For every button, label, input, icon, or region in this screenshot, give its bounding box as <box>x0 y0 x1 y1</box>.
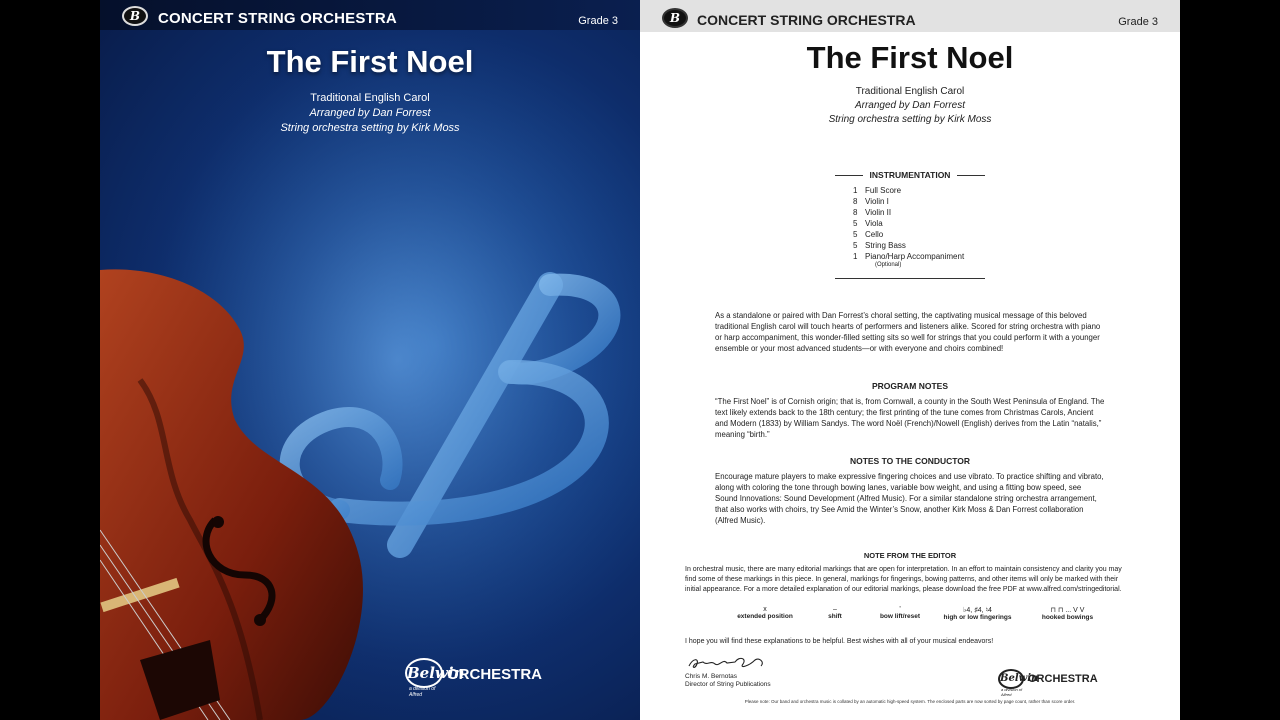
alfred-logo-icon: B <box>662 8 688 28</box>
instrumentation-list <box>835 186 985 263</box>
editor-note-text: In orchestral music, there are many editorial markings that are open for interpretation. In an effort to maintain consistency and clarity you may find some of these markings in this piece. In general, markings for fingerings, bowing patterns, and other items will only be marked with their initial appearance. For a more detailed explanation of our editorial markings, please download the free PDF at www.alfred.com/stringeditorial. <box>685 566 1122 593</box>
cover-page <box>100 0 640 720</box>
program-notes-text: “The First Noel” is of Cornish origin; that is, from Cornwall, a county in the South West Peninsula of England. The text likely extends back to the 18th century; the first printing of the tune comes from Christmas Carols, Ancient and Modern (1833) by William Sandys. The word Noël (French)/Nowell (English) derives from the Latin “natalis,” meaning “birth.” <box>715 397 1105 439</box>
back-title: The First Noel <box>806 40 1014 75</box>
divider <box>835 278 985 279</box>
back-publisher-logo <box>998 668 1098 697</box>
cover-arranger: Arranged by Dan Forrest <box>309 107 431 119</box>
intro-paragraph: As a standalone or paired with Dan Forrest’s choral setting, the captivating musical message of this beloved traditional English carol will touch hearts of performers and listeners alike. Scored for string orchestra with piano or harp accompaniment, this wonder-filled setting sits so well for strings that you could perform it with a younger ensemble or your most advanced students—or with everyone and choirs combined! <box>715 311 1101 353</box>
signature-image <box>685 654 775 672</box>
list-item: 5 String Bass <box>853 241 906 250</box>
alfred-logo-icon: B <box>122 6 148 26</box>
cover-series-title: CONCERT STRING ORCHESTRA <box>158 10 397 27</box>
conductor-notes-heading: NOTES TO THE CONDUCTOR <box>849 456 971 466</box>
editor-note-heading: NOTE FROM THE EDITOR <box>863 551 957 560</box>
marking-shift: – shift <box>828 606 842 620</box>
cover-title: The First Noel <box>266 44 474 79</box>
marking-hooked-bowings: ⊓ ⊓ ... V V hooked bowings <box>1041 607 1094 621</box>
back-page <box>640 0 1180 720</box>
cover-publisher-logo <box>405 658 543 698</box>
instrumentation-heading: INSTRUMENTATION <box>835 170 985 180</box>
marking-bow-lift: ’ bow lift/reset <box>879 606 921 620</box>
marking-extended-position: x extended position <box>737 606 793 620</box>
optional-note: (Optional) <box>875 262 902 268</box>
cover-setting: String orchestra setting by Kirk Moss <box>280 122 460 134</box>
back-publisher-name: ORCHESTRA <box>1028 673 1098 685</box>
marking-high-low-fingerings: ♭4, ♯4, ♮4 high or low fingerings <box>943 607 1012 621</box>
belwin-logo-icon: Belwin <box>998 669 1024 689</box>
list-item: 1 Piano/Harp Accompaniment <box>853 252 965 261</box>
instrumentation-box <box>835 170 985 279</box>
back-arranger: Arranged by Dan Forrest <box>854 100 966 111</box>
list-item: 5 Viola <box>853 219 883 228</box>
cover-subtitle: Traditional English Carol <box>310 92 430 104</box>
belwin-logo-icon: Belwin <box>405 658 443 688</box>
editorial-markings-legend <box>725 606 1105 628</box>
back-grade: Grade 3 <box>1118 16 1158 28</box>
signature-title: Director of String Publications <box>685 681 771 688</box>
cover-publisher-division: a division of Alfred <box>409 686 436 698</box>
cover-grade: Grade 3 <box>578 15 618 27</box>
list-item: 8 Violin II <box>853 208 892 217</box>
list-item: 5 Cello <box>853 230 884 239</box>
signature-name: Chris M. Bernotas <box>685 673 738 680</box>
conductor-notes-text: Encourage mature players to make expressive fingering choices and use vibrato. To practice shifting and vibrato, along with coloring the tone through bowing lanes, variable bow weight, and using a fitting bow speed, see Sound Innovations: Sound Development (Alfred Music). For a similar standalone string orchestra arrangement, that also works with choirs, try See Amid the Winter’s Snow, another Kirk Moss & Dan Forrest collaboration (Alfred Music). <box>715 472 1104 525</box>
program-notes-heading: PROGRAM NOTES <box>871 381 949 391</box>
please-note: Please note: Our band and orchestra music is collated by an automatic high-speed system. The enclosed parts are now sorted by page count, rather than score order. <box>744 699 1076 704</box>
editor-signature-block <box>685 654 775 688</box>
back-setting: String orchestra setting by Kirk Moss <box>828 114 992 125</box>
list-item: 1 Full Score <box>853 186 902 195</box>
list-item: 8 Violin I <box>853 197 889 206</box>
back-subtitle: Traditional English Carol <box>855 86 965 97</box>
back-series-title: CONCERT STRING ORCHESTRA <box>697 12 916 28</box>
cover-publisher-name: ORCHESTRA <box>447 666 543 683</box>
back-publisher-division: a division of Alfred <box>1001 687 1023 697</box>
editor-closing: I hope you will find these explanations to be helpful. Best wishes with all of your musical endeavors! <box>685 638 994 645</box>
